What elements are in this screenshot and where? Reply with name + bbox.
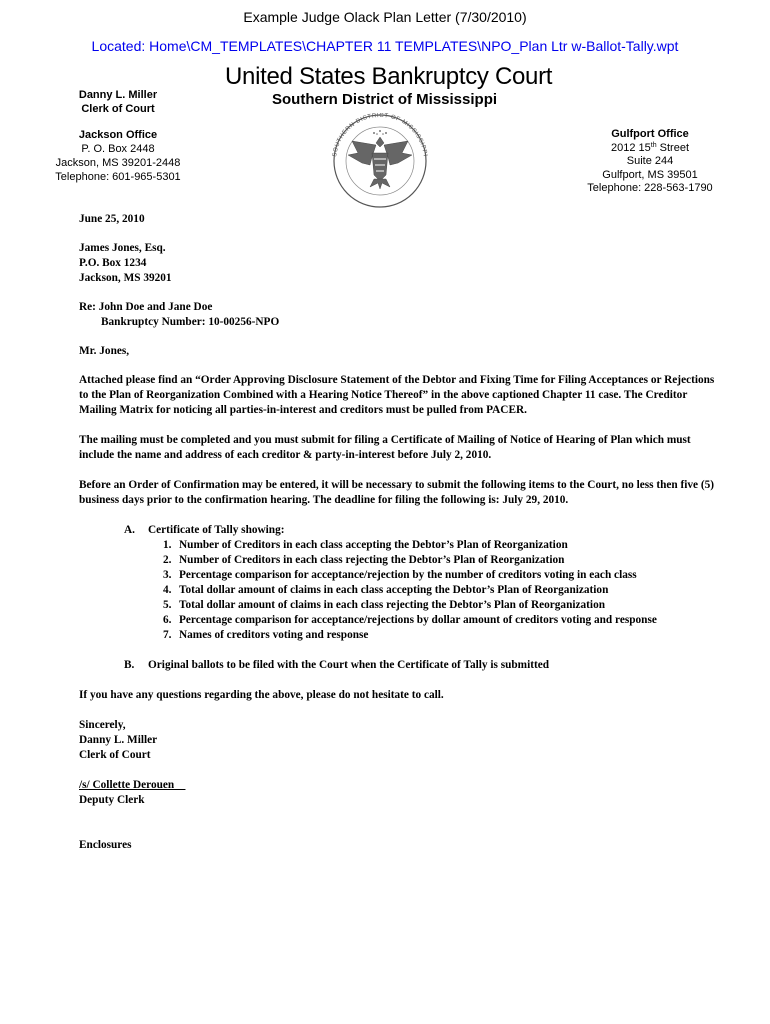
- letter-date: June 25, 2010: [79, 213, 145, 225]
- paragraph-confirmation: Before an Order of Confirmation may be entered, it will be necessary to submit the following items to the Court, no less then five (5) business days prior to the confirmation hearing. The deadline for filing the following is: July 29, 2010.: [79, 479, 715, 506]
- clerk-title: Clerk of Court: [81, 103, 155, 115]
- street-ordinal: th: [650, 141, 657, 149]
- list-item: 1. Number of Creditors in each class accepting the Debtor’s Plan of Reorganization: [163, 539, 568, 551]
- section-b-text: Original ballots to be filed with the Court when the Certificate of Tally is submitted: [148, 659, 550, 671]
- jackson-office-line: Jackson, MS 39201-2448: [55, 157, 181, 169]
- court-name: United States Bankruptcy Court: [225, 63, 553, 90]
- court-district: Southern District of Mississippi: [272, 91, 498, 108]
- clerk-name: Danny L. Miller: [78, 89, 158, 101]
- template-path-link[interactable]: Located: Home\CM_TEMPLATES\CHAPTER 11 TEMPLATES\NPO_Plan Ltr w-Ballot-Tally.wpt: [91, 38, 679, 54]
- list-item: 4. Total dollar amount of claims in each class accepting the Debtor’s Plan of Reorganization: [163, 584, 609, 596]
- list-item: 6. Percentage comparison for acceptance/rejections by dollar amount of creditors voting and response: [163, 614, 657, 626]
- signature-name: /s/ Collette Derouen: [79, 779, 186, 791]
- paragraph-mailing: The mailing must be completed and you must submit for filing a Certificate of Mailing of Notice of Hearing of Plan which must include the name and address of each creditor & party-in-interest before July 2, 2010.: [79, 434, 691, 461]
- recipient-line: Jackson, MS 39201: [79, 272, 172, 284]
- court-seal-icon: [322, 113, 438, 209]
- tally-list: [163, 538, 719, 643]
- case-number: Bankruptcy Number: 10-00256-NPO: [101, 316, 280, 328]
- list-item: 3. Percentage comparison for acceptance/rejection by the number of creditors voting in each class: [163, 569, 637, 581]
- salutation: Mr. Jones,: [79, 345, 130, 357]
- document-title: Example Judge Olack Plan Letter (7/30/2010): [243, 9, 527, 25]
- list-item: 5. Total dollar amount of claims in each class rejecting the Debtor’s Plan of Reorganization: [163, 599, 605, 611]
- gulfport-office-name: Gulfport Office: [611, 128, 689, 140]
- gulfport-office-street: [580, 142, 720, 156]
- letterhead-left-column: [50, 88, 186, 184]
- gulfport-office-line: Suite 244: [626, 155, 674, 167]
- letter-body: [79, 212, 719, 853]
- closing-name: Danny L. Miller: [79, 734, 158, 746]
- street-suffix: Street: [656, 141, 689, 154]
- recipient-line: P.O. Box 1234: [79, 257, 147, 269]
- jackson-office-phone: Telephone: 601-965-5301: [55, 171, 181, 183]
- section-a: [124, 523, 719, 538]
- questions-line: If you have any questions regarding the above, please do not hesitate to call.: [79, 689, 444, 701]
- gulfport-office-phone: Telephone: 228-563-1790: [587, 182, 713, 194]
- recipient-line: James Jones, Esq.: [79, 242, 166, 254]
- enclosures: Enclosures: [79, 839, 132, 851]
- letterhead-right-column: [580, 128, 720, 196]
- signature: [79, 778, 719, 793]
- jackson-office-line: P. O. Box 2448: [81, 143, 155, 155]
- street-number: 2012 15: [610, 141, 651, 154]
- list-item: 2. Number of Creditors in each class rejecting the Debtor’s Plan of Reorganization: [163, 554, 565, 566]
- signer-title: Deputy Clerk: [79, 794, 145, 806]
- paragraph-order: Attached please find an “Order Approving Disclosure Statement of the Debtor and Fixing Time for Filing Acceptances or Rejections to the Plan of Reorganization Combined with a Hearing Notice Thereof” in the above captioned Chapter 11 case. The Creditor Mailing Matrix for noticing all parties-in-interest and creditors must be pulled from PACER.: [79, 374, 715, 416]
- section-a-title: Certificate of Tally showing:: [148, 524, 285, 536]
- closing-title: Clerk of Court: [79, 749, 151, 761]
- re-line: Re: John Doe and Jane Doe: [79, 301, 213, 313]
- section-b: [124, 658, 719, 673]
- svg-text:SOUTHERN DISTRICT OF MISSISSIP: SOUTHERN DISTRICT OF MISSISSIPPI: [332, 113, 428, 158]
- section-a-label: A.: [124, 524, 135, 536]
- list-item: 7. Names of creditors voting and response: [163, 629, 369, 641]
- gulfport-office-line: Gulfport, MS 39501: [602, 168, 698, 181]
- jackson-office-name: Jackson Office: [78, 129, 158, 141]
- closing: Sincerely,: [79, 719, 126, 731]
- section-b-label: B.: [124, 659, 135, 671]
